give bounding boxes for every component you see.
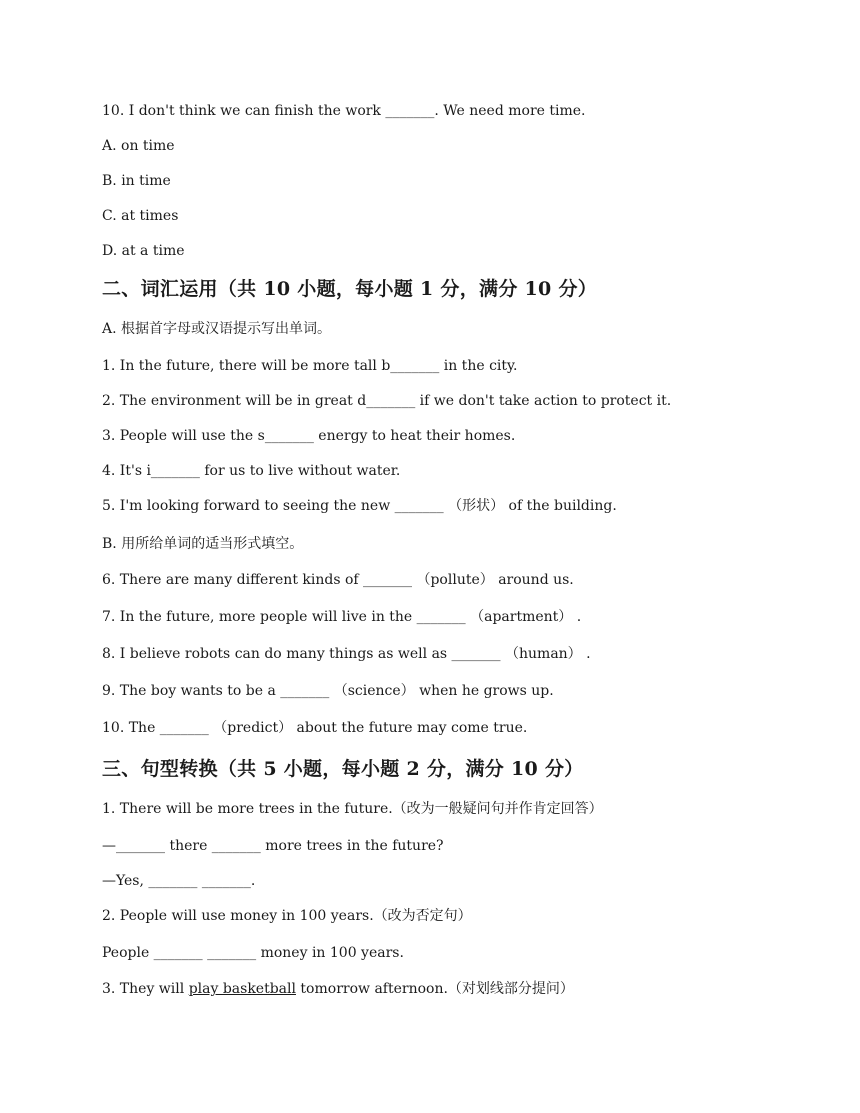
vocab-item-5: 5. I'm looking forward to seeing the new _______ （形状） of the building. bbox=[102, 498, 617, 514]
part-a-instruction: A. 根据首字母或汉语提示写出单词。 bbox=[102, 321, 332, 337]
vocab-item-3: 3. People will use the s_______ energy to heat their homes. bbox=[102, 428, 516, 444]
transform-question-3 bbox=[102, 980, 574, 998]
underlined-phrase: play basketball bbox=[188, 981, 296, 997]
vocab-item-2: 2. The environment will be in great d_______ if we don't take action to protect it. bbox=[102, 393, 672, 409]
transform-answer-1-line-1: —_______ there _______ more trees in the future? bbox=[102, 838, 444, 854]
transform-answer-1-line-2: —Yes, _______ _______. bbox=[102, 873, 256, 889]
transform-answer-2: People _______ _______ money in 100 years. bbox=[102, 945, 404, 961]
section-2-heading: 二、词汇运用（共 10 小题，每小题 1 分，满分 10 分） bbox=[102, 278, 598, 300]
option-a: A. on time bbox=[102, 138, 175, 154]
option-b: B. in time bbox=[102, 173, 171, 189]
vocab-item-7: 7. In the future, more people will live in the _______ （apartment） . bbox=[102, 609, 582, 625]
vocab-item-8: 8. I believe robots can do many things as well as _______ （human） . bbox=[102, 646, 591, 662]
vocab-item-6: 6. There are many different kinds of _______ （pollute） around us. bbox=[102, 572, 574, 588]
vocab-item-9: 9. The boy wants to be a _______ （science） when he grows up. bbox=[102, 683, 554, 699]
question-10: 10. I don't think we can finish the work _______. We need more time. bbox=[102, 103, 586, 119]
vocab-item-4: 4. It's i_______ for us to live without water. bbox=[102, 463, 401, 479]
option-c: C. at times bbox=[102, 208, 179, 224]
question-3-suffix: tomorrow afternoon.（对划线部分提问） bbox=[295, 981, 574, 997]
question-3-prefix: 3. They will bbox=[102, 981, 189, 997]
section-3-heading: 三、句型转换（共 5 小题，每小题 2 分，满分 10 分） bbox=[102, 758, 584, 780]
part-b-instruction: B. 用所给单词的适当形式填空。 bbox=[102, 536, 304, 552]
vocab-item-1: 1. In the future, there will be more tall b_______ in the city. bbox=[102, 358, 518, 374]
transform-question-1: 1. There will be more trees in the future.（改为一般疑问句并作肯定回答） bbox=[102, 801, 603, 817]
vocab-item-10: 10. The _______ （predict） about the future may come true. bbox=[102, 720, 528, 736]
transform-question-2: 2. People will use money in 100 years.（改为否定句） bbox=[102, 908, 472, 924]
option-d: D. at a time bbox=[102, 243, 185, 259]
